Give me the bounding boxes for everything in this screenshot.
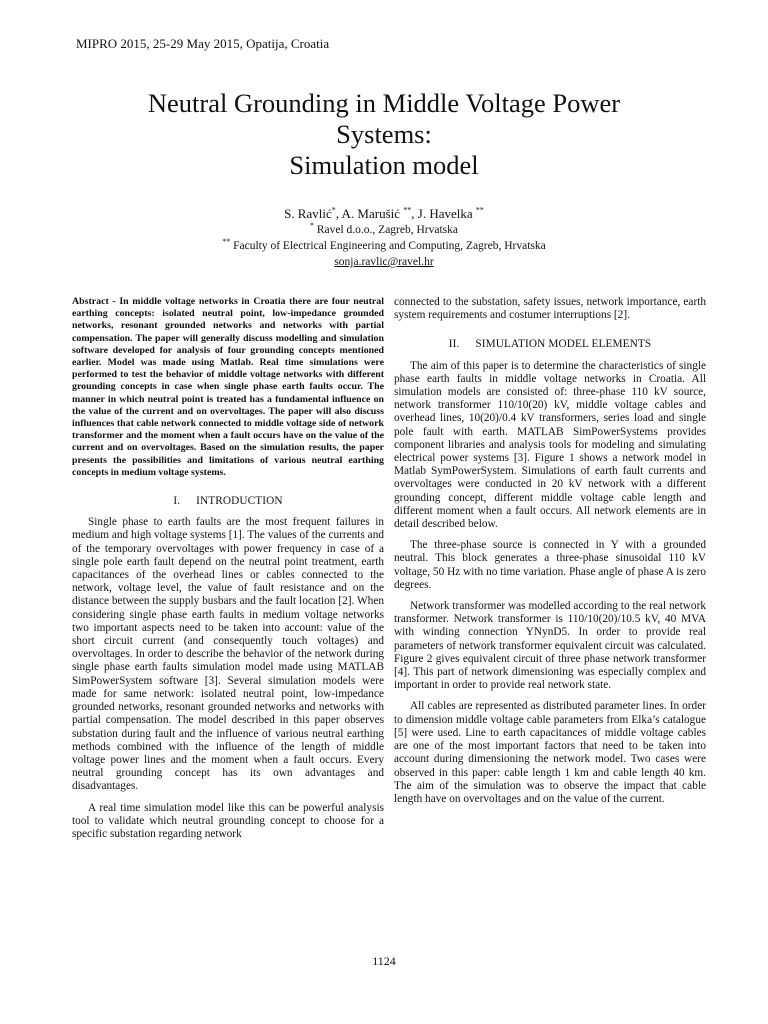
author-3: , J. Havelka: [411, 206, 476, 221]
intro-paragraph: A real time simulation model like this can be powerful analysis tool to validate which neutral grounding concept to choose for a specific substation regarding network: [72, 801, 384, 840]
section-heading-introduction: [72, 495, 384, 508]
body-paragraph: All cables are represented as distributed parameter lines. In order to dimension middle voltage cable parameters from Elka’s catalogue [5] were used. Line to earth capacitances of middle voltage cables are one of the most important factors that need to be taken into account during dimensioning the network model. Two cases were observed in this paper: cable length 1 km and cable length 40 km. The aim of the simulation was to observe the impact that cable length have on overvoltages and on the value of the current.: [394, 700, 706, 805]
author-2-mark: **: [403, 205, 412, 215]
affiliation-2: [60, 238, 708, 254]
section-title: INTRODUCTION: [196, 495, 283, 508]
author-1-mark: *: [331, 205, 336, 215]
body-paragraph: The aim of this paper is to determine the characteristics of single phase earth faults in middle voltage networks in Croatia. All simulation models are consisted of: three-phase 110 kV source, network transformer 110/10(20) kV, middle voltage cables and overhead lines, 10(20)/0.4 kV transformers, series load and single pole fault with earth. MATLAB SimPowerSystems provides component libraries and analysis tools for modeling and simulating electrical power systems [3]. Figure 1 shows a network model in Matlab SymPowerSystem. Simulations of earth fault currents and overvoltages were conducted in 20 kV network with a different grounding concept, different middle voltage cable length and different moment when a fault occurs. All network elements are in detail described below.: [394, 359, 706, 531]
page-number: 1124: [372, 954, 396, 968]
affiliation-1-mark: *: [309, 221, 314, 231]
affiliation-2-text: Faculty of Electrical Engineering and Computing, Zagreb, Hrvatska: [230, 240, 546, 252]
right-column: [394, 296, 706, 814]
body-paragraph: Network transformer was modelled according to the real network transformer. Network transformer is 110/10(20)/10.5 kV, 40 MVA with winding connection YNynD5. In order to provide real parameters of network transformer equivalent circuit was calculated. Figure 2 gives equivalent circuit of three phase network transformer [4]. This part of network dimensioning was especially complex and important in order to provide real network state.: [394, 600, 706, 692]
abstract: Abstract - In middle voltage networks in Croatia there are four neutral earthing concepts: isolated neutral point, low-impedance grounded networks, resonant grounded networks and networks with partial compensation. The paper will generally discuss modelling and simulation software developed for analysis of four grounding concepts mentioned earlier. Model was made using Matlab. Real time simulations were performed to test the behavior of middle voltage networks with different grounding concepts in case when single phase earth faults occur. The manner in which neutral point is treated has a fundamental influence on the value of the current and on overvoltages. The paper will also discuss influences that cable network connected to middle voltage side of network transformer and the moment when a fault occurs have on the value of the current and on overvoltages. Based on the simulation results, the paper presents the possibilities and limitations of various neutral earthing concepts in medium voltage systems.: [72, 296, 384, 478]
author-email[interactable]: sonja.ravlic@ravel.hr: [334, 256, 434, 268]
section-number: II.: [448, 338, 460, 351]
author-block: [60, 206, 708, 270]
body-paragraph: The three-phase source is connected in Y with a grounded neutral. This block generates a three-phase sinusoidal 110 kV voltage, 50 Hz with no time variation. Phase angle of phase A is zero degrees.: [394, 539, 706, 591]
affiliation-1-text: Ravel d.o.o., Zagreb, Hrvatska: [313, 224, 459, 236]
intro-paragraph: Single phase to earth faults are the most frequent failures in medium and high voltage systems [1]. The values of the currents and of the temporary overvoltages with power frequency in case of a single pole earth fault depend on the neutral point treatment, earth capacitances of the overhead lines or cables connected to the network, voltage level, the value of fault resistance and on the distance between the supply busbars and the fault location [2]. When considering single phase earth faults in medium voltage networks two important aspects need to be taken into account: value of the short circuit current (and consequently touch voltages) and overvoltages. In order to describe the behavior of the network during single phase earth faults simulation model made using MATLAB SimPowerSystem software [3]. Several simulation models were made for same network: isolated neutral point, low-impedance grounded networks, resonant grounded networks and networks with partial compensation. The model described in this paper observes substation during fault and the influence of various neutral earthing methods combined with the influence of the length of middle voltage power lines and the moment when a fault occurs. Every neutral grounding concept has its own advantages and disadvantages.: [72, 516, 384, 793]
author-1: S. Ravlić: [284, 206, 332, 221]
affiliation-2-mark: **: [222, 237, 231, 247]
title-line-1: Neutral Grounding in Middle Voltage Power: [147, 88, 621, 118]
paper-title: [60, 88, 708, 181]
author-3-mark: **: [475, 205, 484, 215]
affiliation-1: [60, 222, 708, 238]
title-line-2: Systems:: [336, 119, 432, 149]
left-column: [72, 296, 384, 849]
author-2: , A. Marušić: [335, 206, 404, 221]
continued-paragraph: connected to the substation, safety issues, network importance, earth system requirements and costumer interruptions [2].: [394, 296, 706, 322]
section-heading-simulation-model-elements: [394, 338, 706, 351]
author-names: [60, 206, 708, 222]
conference-header: MIPRO 2015, 25-29 May 2015, Opatija, Croatia: [76, 36, 330, 51]
title-line-3: Simulation model: [289, 150, 479, 180]
section-title: SIMULATION MODEL ELEMENTS: [475, 338, 652, 351]
section-number: I.: [173, 495, 181, 508]
